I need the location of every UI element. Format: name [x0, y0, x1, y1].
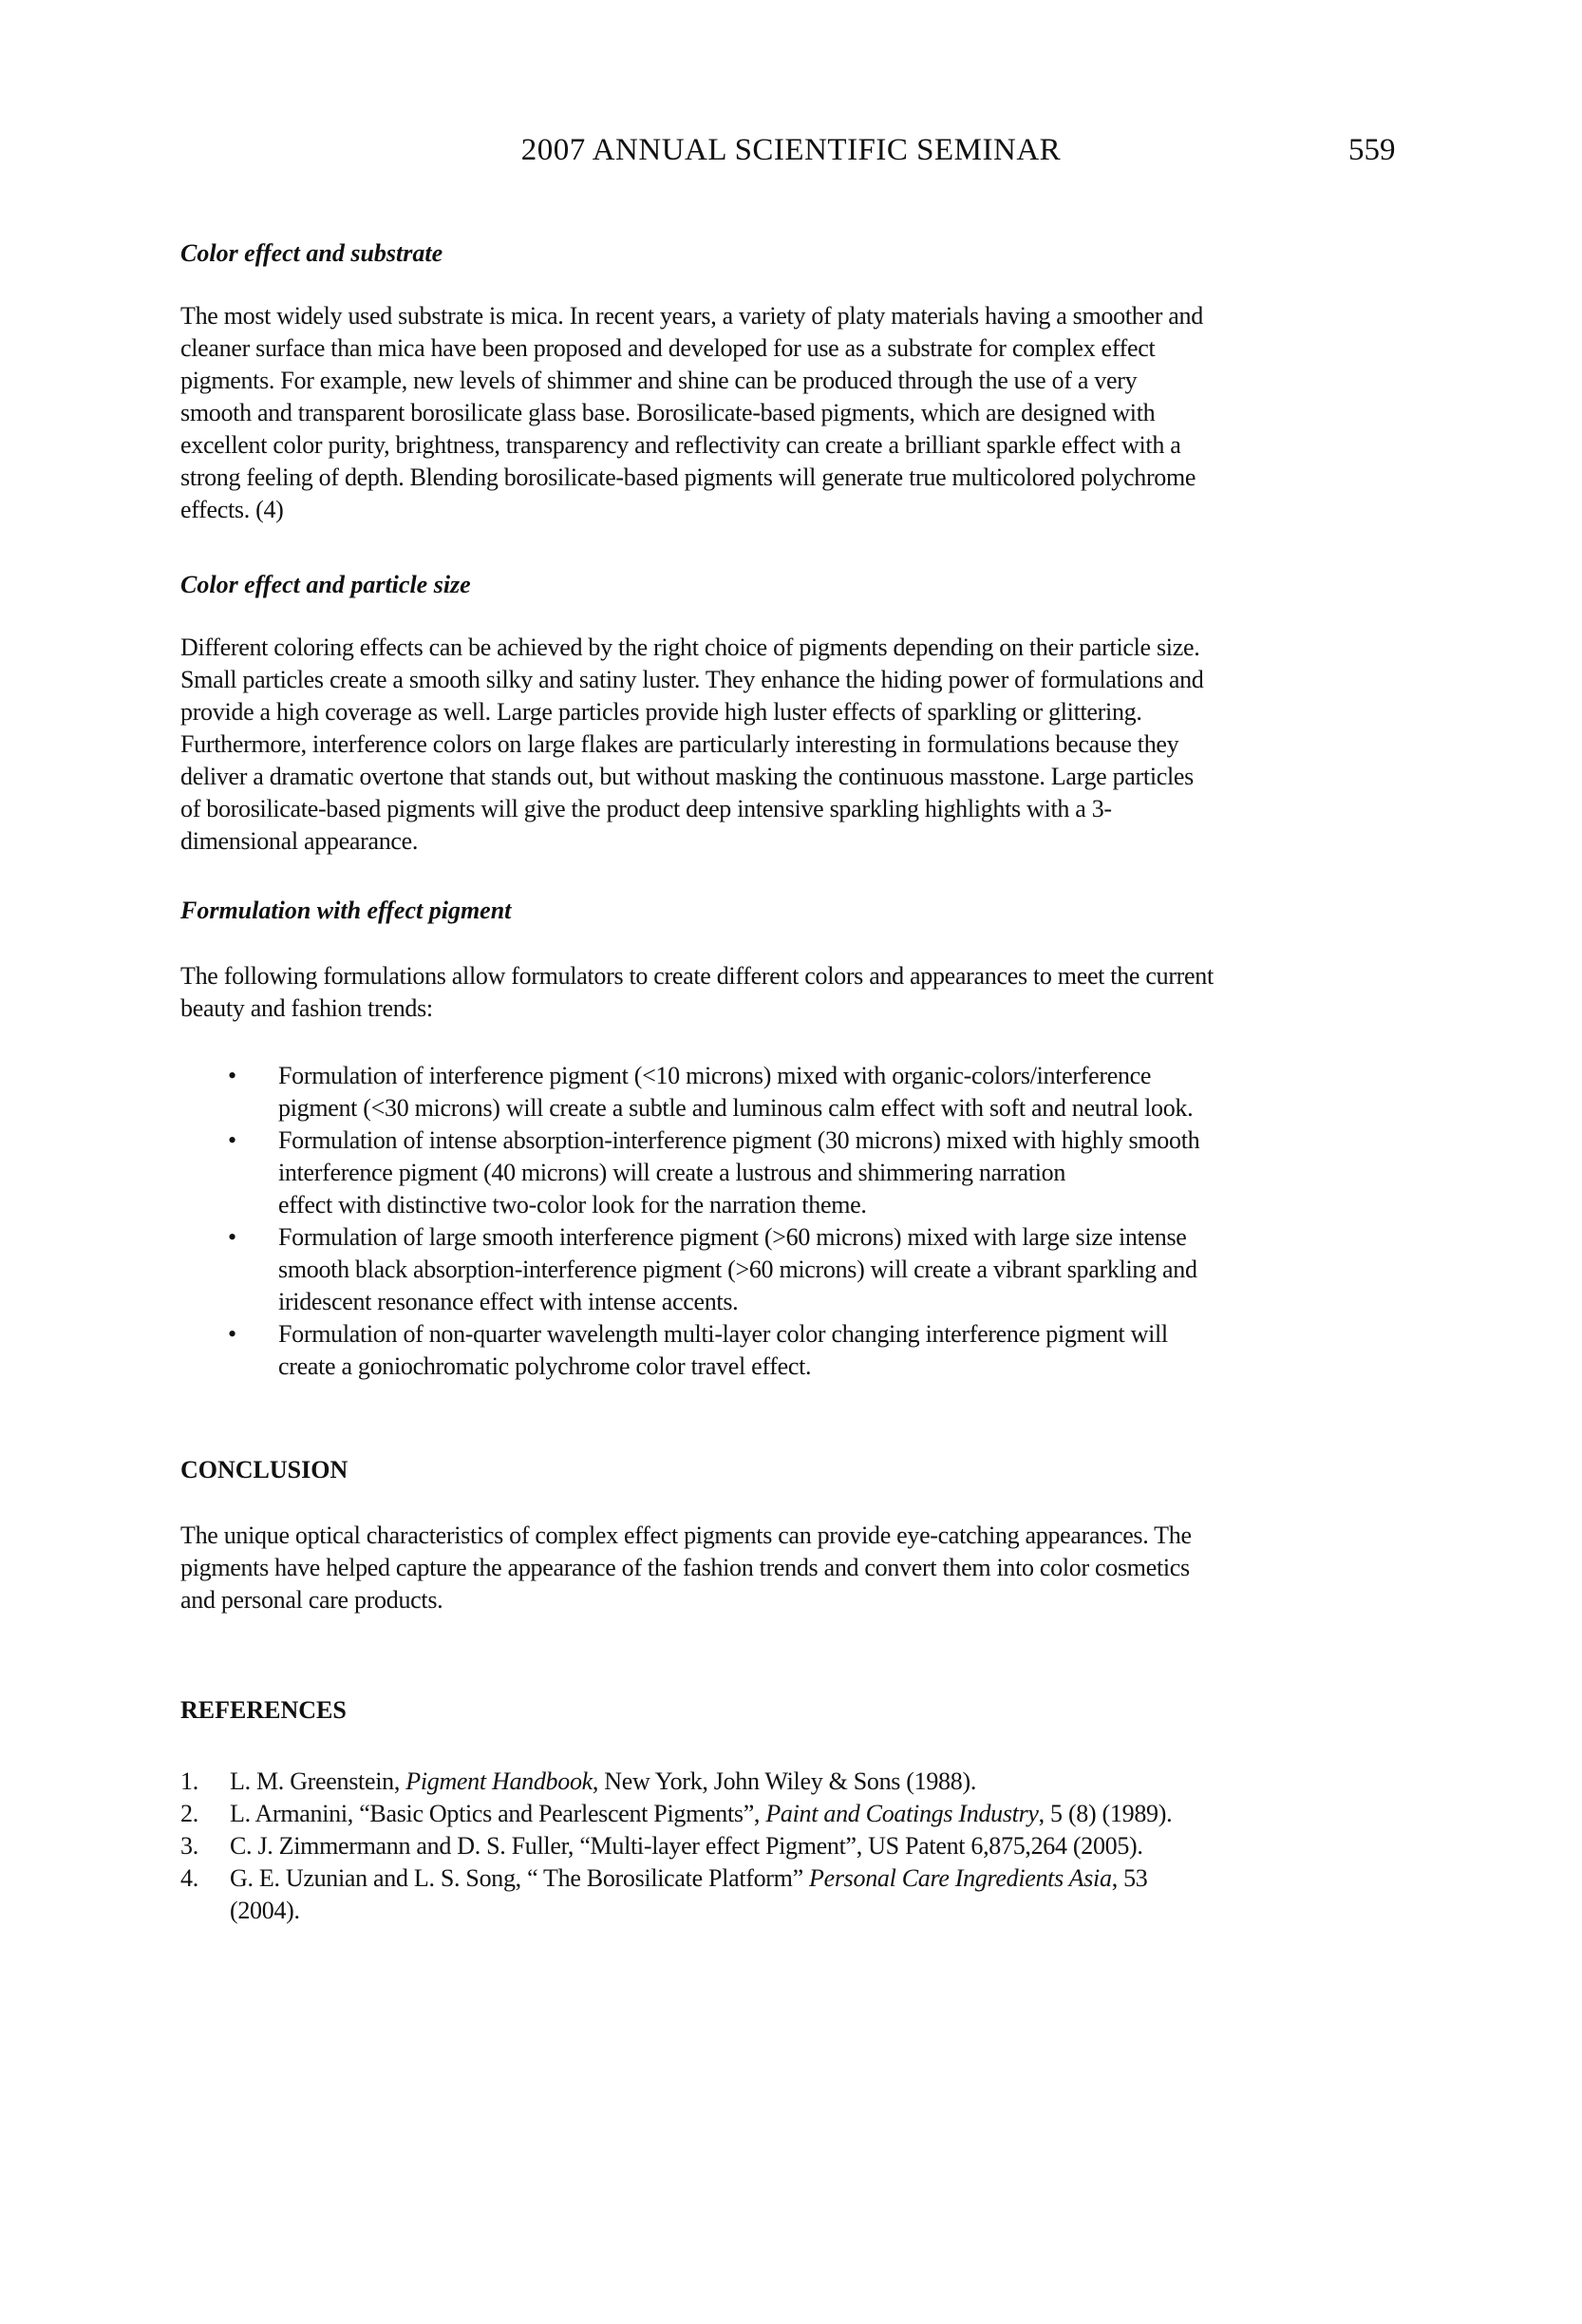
reference-number: 3.: [180, 1832, 198, 1860]
reference-source: Paint and Coatings Industry: [765, 1800, 1039, 1827]
reference-text: , New York, John Wiley & Sons (1988).: [592, 1767, 977, 1795]
reference-source: Personal Care Ingredients Asia: [809, 1864, 1112, 1892]
paragraph-particle-size: [180, 632, 1204, 858]
bullet-item: [180, 1124, 1199, 1221]
reference-text: , 53: [1111, 1864, 1148, 1892]
reference-number: 1.: [180, 1767, 198, 1795]
reference-text: G. E. Uzunian and L. S. Song, “ The Borosilicate Platform”: [230, 1864, 810, 1892]
section-heading-formulation: Formulation with effect pigment: [180, 897, 512, 924]
bullet-text: [278, 1060, 1199, 1124]
running-title: 2007 ANNUAL SCIENTIFIC SEMINAR: [520, 133, 1062, 167]
text-line: cleaner surface than mica have been proposed and developed for use as a substrate for complex effect: [180, 334, 1156, 362]
bullet-text: [278, 1221, 1199, 1318]
text-line: Different coloring effects can be achieved by the right choice of pigments depending on their particle size.: [180, 633, 1200, 661]
reference-source: Pigment Handbook: [405, 1767, 593, 1795]
text-line: smooth and transparent borosilicate glass base. Borosilicate-based pigments, which are designed with: [180, 399, 1156, 426]
formulation-bullet-list: [180, 1060, 1199, 1383]
text-line: Furthermore, interference colors on large flakes are particularly interesting in formulations because they: [180, 730, 1179, 758]
text-line: Formulation of non-quarter wavelength multi-layer color changing interference pigment will: [278, 1320, 1168, 1348]
text-line: interference pigment (40 microns) will create a lustrous and shimmering narration: [278, 1159, 1066, 1186]
bullet-text: [278, 1124, 1199, 1221]
section-heading-conclusion: CONCLUSION: [180, 1456, 348, 1483]
bullet-icon: •: [228, 1223, 236, 1251]
text-line: pigments have helped capture the appearance of the fashion trends and convert them into color cosmetics: [180, 1554, 1190, 1581]
reference-text: (2004).: [230, 1897, 300, 1924]
text-line: Formulation of large smooth interference pigment (>60 microns) mixed with large size intense: [278, 1223, 1187, 1251]
paragraph-substrate: [180, 300, 1203, 526]
reference-list: [180, 1766, 1172, 1927]
section-heading-particle-size: Color effect and particle size: [180, 571, 471, 598]
reference-item: [180, 1766, 1172, 1798]
reference-text: , 5 (8) (1989).: [1038, 1800, 1173, 1827]
page-number: 559: [1348, 133, 1396, 167]
bullet-item: [180, 1221, 1199, 1318]
reference-item: [180, 1862, 1172, 1927]
text-line: deliver a dramatic overtone that stands out, but without masking the continuous masstone. Large particles: [180, 763, 1194, 790]
text-line: excellent color purity, brightness, transparency and reflectivity can create a brilliant sparkle effect with a: [180, 431, 1181, 459]
text-line: create a goniochromatic polychrome color travel effect.: [278, 1352, 812, 1380]
text-line: Formulation of intense absorption-interference pigment (30 microns) mixed with highly smooth: [278, 1126, 1200, 1154]
text-line: provide a high coverage as well. Large particles provide high luster effects of sparkling or glittering.: [180, 698, 1142, 726]
text-line: effects. (4): [180, 496, 284, 523]
text-line: Formulation of interference pigment (<10 microns) mixed with organic-colors/interference: [278, 1062, 1152, 1089]
bullet-icon: •: [228, 1126, 236, 1154]
text-line: The unique optical characteristics of complex effect pigments can provide eye-catching appearances. The: [180, 1521, 1192, 1549]
reference-number: 4.: [180, 1864, 198, 1892]
text-line: smooth black absorption-interference pigment (>60 microns) will create a vibrant sparkling and: [278, 1256, 1197, 1283]
section-heading-substrate: Color effect and substrate: [180, 239, 443, 267]
paragraph-conclusion: [180, 1520, 1192, 1616]
reference-text: C. J. Zimmermann and D. S. Fuller, “Multi-layer effect Pigment”, US Patent 6,875,264 (2005).: [230, 1832, 1143, 1860]
text-line: strong feeling of depth. Blending borosilicate-based pigments will generate true multicolored polychrome: [180, 463, 1196, 491]
section-heading-references: REFERENCES: [180, 1696, 347, 1724]
text-line: The following formulations allow formulators to create different colors and appearances to meet the current: [180, 962, 1214, 990]
bullet-item: [180, 1318, 1199, 1383]
text-line: dimensional appearance.: [180, 827, 419, 855]
text-line: The most widely used substrate is mica. In recent years, a variety of platy materials having a smoother and: [180, 302, 1203, 330]
text-line: and personal care products.: [180, 1586, 443, 1614]
reference-number: 2.: [180, 1800, 198, 1827]
reference-text: L. M. Greenstein,: [230, 1767, 406, 1795]
bullet-text: [278, 1318, 1199, 1383]
bullet-icon: •: [228, 1320, 236, 1348]
text-line: beauty and fashion trends:: [180, 994, 433, 1022]
text-line: of borosilicate-based pigments will give the product deep intensive sparkling highlights with a 3-: [180, 795, 1112, 822]
bullet-icon: •: [228, 1062, 236, 1089]
reference-item: [180, 1798, 1172, 1830]
paragraph-formulation: [180, 960, 1214, 1025]
text-line: Small particles create a smooth silky and satiny luster. They enhance the hiding power of formulations and: [180, 666, 1204, 693]
reference-text: L. Armanini, “Basic Optics and Pearlescent Pigments”,: [230, 1800, 766, 1827]
text-line: iridescent resonance effect with intense accents.: [278, 1288, 739, 1315]
reference-item: [180, 1830, 1172, 1862]
text-line: pigment (<30 microns) will create a subtle and luminous calm effect with soft and neutral look.: [278, 1094, 1194, 1122]
text-line: pigments. For example, new levels of shimmer and shine can be produced through the use of a very: [180, 367, 1138, 394]
bullet-item: [180, 1060, 1199, 1124]
text-line: effect with distinctive two-color look for the narration theme.: [278, 1191, 867, 1219]
